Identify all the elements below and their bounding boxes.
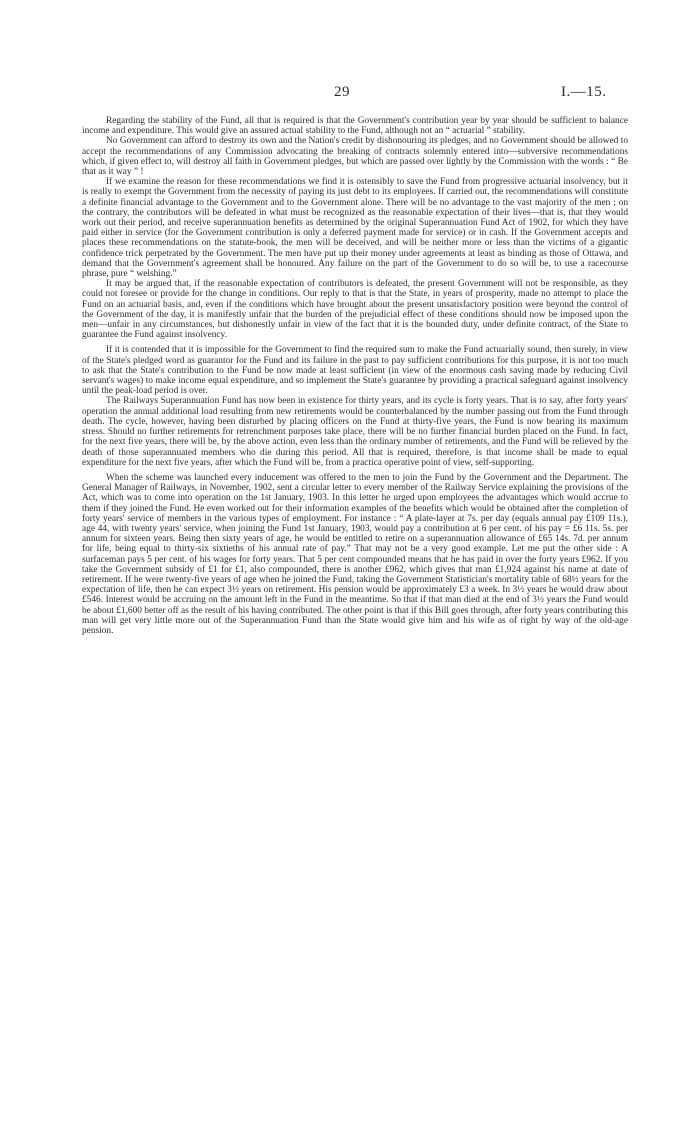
paragraph-fund-stability: Regarding the stability of the Fund, all that is required is that the Government's contribution year by year should be sufficient to balance income and expenditure. This would give an assured actual stability to the Fund, although not an “ actuarial ” stability. [82,116,628,137]
paragraph-scheme-launch: When the scheme was launched every inducement was offered to the men to join the Fund by the Government and the Department. The General Manager of Railways, in November, 1902, sent a circular letter to every member of the Railway Service explaining the provisions of the Act, which was to come into operation on the 1st January, 1903. In this letter he urged upon employees the advantages which would accrue to them if they joined the Fund. He even worked out for their information examples of the benefits which would be obtained after the completion of forty years' service of members in the various types of employment. For instance : “ A plate-layer at 7s. per day (equals annual pay £109 11s.), age 44, with twenty years' service, when joining the Fund 1st January, 1903, would pay a contribution at 6 per cent. of his pay = £6 11s. 5s. per annum for sixteen years. Being then sixty years of age, he would be entitled to retire on a superannuation allowance of £65 14s. 7d. per annum for life, being equal to thirty-six sixtieths of his annual rate of pay.” That may not be a very good example. Let me put the other side : A surfaceman pays 5 per cent. of his wages for forty years. That 5 per cent compounded means that he has paid in over the forty years £962. If you take the Government subsidy of £1 for £1, also compounded, there is another £962, which gives that man £1,924 against his name at date of retirement. If he were twenty-five years of age when he joined the Fund, taking the Government Statistician's mortality table of 68½ years for the expectation of life, then he can expect 3½ years on retirement. His pension would be approximately £3 a week. In 3½ years he would draw about £546. Interest would be accruing on the amount left in the Fund in the meantime. So that if that man died at the end of 3½ years the Fund would be about £1,600 better off as the result of his having contributed. The other point is that if this Bill goes through, after forty years contributing this man will get very little more out of the Superannuation Fund than the State would give him and his wife as of right by way of the old-age pension. [82,472,628,636]
document-reference: I.—15. [561,84,607,100]
paragraph-recommendations: If we examine the reason for these recommendations we find it is ostensibly to save the Fund from progressive actuarial insolvency, but it is really to exempt the Government from the necessity of paying its just debt to its employees. If carried out, the recommendations will constitute a definite financial advantage to the Government and to the Government alone. There will be no advantage to the vast majority of the men ; on the contrary, the contributors will be defeated in what must be recognized as the reasonable expectation of their lives—that is, that they would work out their period, and receive superannuation benefits as determined by the original Superannuation Fund Act of 1902, for which they have paid either in service (for the Government contribution is only a deferred payment made for service) or in cash. If the Government accepts and places these recommendations on the statute-book, the men will be deceived, and will be neither more or less than the victims of a gigantic confidence trick perpetrated by the Government. The men have put up their money under agreements at least as binding as those of Ottawa, and demand that the Government's agreement shall be honoured. Any failure on the part of the Government to do so will be, to use a racecourse phrase, pure “ welshing.” [82,177,628,280]
paragraph-reasonable-expectation: It may be argued that, if the reasonable expectation of contributors is defeated, the present Government will not be responsible, as they could not foresee or provide for the change in conditions. Our reply to that is that the State, in years of prosperity, made no attempt to place the Fund on an actuarial basis, and, even if the conditions which have brought about the present unsatisfactory position were beyond the control of the Government of the day, it is manifestly unfair that the burden of the prejudicial effect of these conditions should now be imposed upon the men—unfair in any circumstances, but dishonestly unfair in view of the fact that it is the bounded duty, under definite contract, of the State to guarantee the Fund against insolvency. [82,279,628,341]
paragraph-fund-cycle: The Railways Superannuation Fund has now been in existence for thirty years, and its cycle is forty years. That is to say, after forty years' operation the annual additional load resulting from new retirements would be counterbalanced by the number passing out from the Fund through death. The cycle, however, having been disturbed by placing officers on the Fund at thirty-five years, the Fund is now bearing its maximum stress. Should no further retirements for retrenchment purposes take place, there will be no further financial burden placed on the Fund. In fact, for the next five years, there will be, by the above action, even less than the ordinary number of retirements, and the Fund will be relieved by the death of those superannuated members who die during this period. All that is required, therefore, is that income shall be made to equal expenditure for the next five years, after which the Fund will be, from a practica operative point of view, self-supporting. [82,396,628,468]
page-number: 29 [334,84,350,100]
body-text [82,116,628,636]
paragraph-government-credit: No Government can afford to destroy its own and the Nation's credit by dishonouring its pledges, and no Government should be allowed to accept the recommendations of any Commission advocating the breaking of contracts solemnly entered into—subversive recommendations which, if given effect to, will destroy all faith in Government pledges, but which are passed over lightly by the Commission with the words : “ Be that as it way ” ! [82,136,628,178]
page-header [0,84,700,104]
paragraph-actuarial-soundness: If it is contended that it is impossible for the Government to find the required sum to make the Fund actuarially sound, then surely, in view of the State's pledged word as guarantor for the Fund and its failure in the past to pay sufficient contributions for this purpose, it is not too much to ask that the State's contribution to the Fund be now made at least sufficient (in view of the enormous cash saving made by reducing Civil servant's wages) to make income equal expenditure, and so implement the State's guarantee by providing a practical safeguard against insolvency until the peak-load period is over. [82,345,628,397]
